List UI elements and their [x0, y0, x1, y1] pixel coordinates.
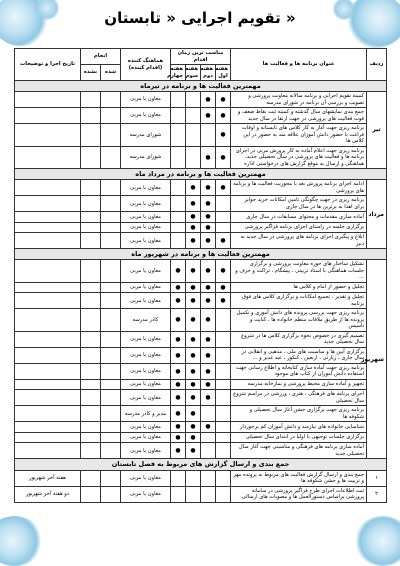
- header-week-4: هفته چهارم: [171, 65, 186, 81]
- done-yes-cell: [101, 443, 121, 459]
- week-3-mark: [186, 124, 201, 147]
- week-3-mark: ●: [186, 363, 201, 379]
- date-notes-cell: [15, 309, 81, 332]
- section-title: جمع بندی و ارسال گزارش های مربوط به فصل تابستان: [15, 459, 387, 470]
- done-no-cell: [81, 443, 101, 459]
- week-3-mark: ●: [186, 282, 201, 293]
- table-row: [15, 379, 387, 390]
- week-1-mark: [216, 196, 231, 212]
- week-1-mark: [216, 443, 231, 459]
- done-no-cell: [81, 432, 101, 443]
- activity-text: شناسایی خانواده های نیازمند و دانش آموزان کم برخوردار: [231, 422, 367, 433]
- done-yes-cell: [101, 92, 121, 108]
- done-no-cell: [81, 180, 101, 196]
- coordinator: معاون یا مربی: [121, 390, 171, 406]
- date-notes-cell: [15, 124, 81, 147]
- done-no-cell: [81, 233, 101, 249]
- week-2-mark: ●: [201, 92, 216, 108]
- coordinator: معاون یا مربی: [121, 293, 171, 309]
- date-notes-cell: [15, 443, 81, 459]
- done-yes-cell: [101, 124, 121, 147]
- week-2-mark: [201, 124, 216, 147]
- week-2-mark: ●: [201, 196, 216, 212]
- header-coordinator: هماهنگ کننده (اقدام کننده): [121, 49, 171, 81]
- table-row: [15, 282, 387, 293]
- header-week-1: هفته اول: [216, 65, 231, 81]
- flower-decoration-bottom-right: [354, 516, 400, 566]
- week-1-mark: [216, 222, 231, 233]
- activity-text: آماده سازی برنامه های فرهنگی و مناسبتی جهت آغاز سال تحصیلی جدید: [231, 443, 367, 459]
- activity-text: جمع بندی نمایشهای سال گذشته و کمیته ثبت نقاط ضعف و قوت فعالیت های پرورشی در جهت ارتقا در سال جدید: [231, 108, 367, 124]
- week-3-mark: ●: [186, 222, 201, 233]
- coordinator: معاون یا مربی: [121, 331, 171, 347]
- week-2-mark: ●: [201, 222, 216, 233]
- done-no-cell: [81, 309, 101, 332]
- coordinator: معاون یا مربی: [121, 233, 171, 249]
- activity-text: برنامه ریزی در جهت چگونگی تامین امکانات خرید جوایز برای اهدا به برترین ها در سال جاری: [231, 196, 367, 212]
- done-yes-cell: [101, 282, 121, 293]
- week-4-mark: [171, 470, 186, 486]
- done-yes-cell: [101, 146, 121, 169]
- week-1-mark: ●: [216, 108, 231, 124]
- table-row: [15, 196, 387, 212]
- header-week-3: هفته سوم: [186, 65, 201, 81]
- done-yes-cell: [101, 180, 121, 196]
- week-3-mark: ●: [186, 422, 201, 433]
- done-yes-cell: [101, 390, 121, 406]
- week-3-mark: [186, 486, 201, 502]
- week-2-mark: ●: [201, 363, 216, 379]
- week-1-mark: [216, 309, 231, 332]
- week-4-mark: ●: [171, 309, 186, 332]
- done-no-cell: [81, 196, 101, 212]
- week-1-mark: [216, 347, 231, 363]
- page-title: تقویم اجرایی « تابستان »: [104, 9, 296, 27]
- week-3-mark: [186, 92, 201, 108]
- date-notes-cell: [15, 108, 81, 124]
- done-yes-cell: [101, 309, 121, 332]
- activity-text: اجرای برنامه های فرهنگی ، هنری ، ورزشی در مراسم شروع سال تحصیلی: [231, 390, 367, 406]
- week-3-mark: ●: [186, 443, 201, 459]
- flower-decoration-bottom-left: [0, 516, 44, 566]
- table-row: [15, 331, 387, 347]
- coordinator: معاون یا مربی: [121, 180, 171, 196]
- week-3-mark: ●: [186, 390, 201, 406]
- week-1-mark: ●: [216, 282, 231, 293]
- date-notes-cell: [15, 146, 81, 169]
- week-3-mark: ●: [186, 309, 201, 332]
- week-2-mark: ●: [201, 379, 216, 390]
- table-row: [15, 363, 387, 379]
- activity-text: ابلاغ و پیگیری اجرای برنامه های پرورشی در سال جدید به دبیر: [231, 233, 367, 249]
- week-4-mark: [171, 124, 186, 147]
- coordinator: معاون یا مربی: [121, 222, 171, 233]
- date-notes-cell: هفته آخر شهریور: [15, 470, 81, 486]
- done-yes-cell: [101, 347, 121, 363]
- activity-text: برنامه ریزی جهت آغاز به کار کلاس های تابستانه و اوقات فراغت با حضور دانش آموزان علاقه مند به حضور در این کلاس ها: [231, 124, 367, 147]
- done-no-cell: [81, 212, 101, 223]
- week-3-mark: ●: [186, 432, 201, 443]
- week-2-mark: ●: [201, 422, 216, 433]
- week-1-mark: ●: [216, 180, 231, 196]
- coordinator: معاون یا مربی: [121, 108, 171, 124]
- done-yes-cell: [101, 331, 121, 347]
- done-no-cell: [81, 422, 101, 433]
- date-notes-cell: [15, 363, 81, 379]
- week-1-mark: [216, 406, 231, 422]
- week-4-mark: ●: [171, 347, 186, 363]
- table-row: [15, 146, 387, 169]
- done-no-cell: [81, 92, 101, 108]
- done-no-cell: [81, 260, 101, 283]
- done-no-cell: [81, 124, 101, 147]
- month-label: تیر: [367, 92, 387, 169]
- week-2-mark: ●: [201, 390, 216, 406]
- activity-text: تشکیل ساختار های حوزه معاونت پرورشی و برگزاری جلسات هماهنگی با استاد تربیتی ، پیشگام ، تراکت و حرف و ...: [231, 260, 367, 283]
- week-1-mark: [216, 212, 231, 223]
- date-notes-cell: دو هفته آخر شهریور: [15, 486, 81, 502]
- coordinator: شورای مدرسه: [121, 124, 171, 147]
- week-2-mark: [201, 443, 216, 459]
- coordinator: معاون یا مربی: [121, 260, 171, 283]
- section-title: مهمترین فعالیت ها و برنامه در مرداد ماه: [15, 169, 387, 180]
- week-1-mark: ●: [216, 260, 231, 283]
- week-2-mark: [201, 406, 216, 422]
- done-yes-cell: [101, 222, 121, 233]
- done-no-cell: [81, 282, 101, 293]
- activity-text: تصمیم گیری در خصوص نحوه برگزاری کلاس ها در شروع سال تحصیلی جدید: [231, 331, 367, 347]
- date-notes-cell: [15, 331, 81, 347]
- week-2-mark: ●: [201, 260, 216, 283]
- activity-text: برگزاری جلسات توجیهی با اولیا در ابتدای سال تحصیلی: [231, 432, 367, 443]
- done-yes-cell: [101, 432, 121, 443]
- week-4-mark: ●: [171, 443, 186, 459]
- done-yes-cell: [101, 379, 121, 390]
- table-row: [15, 233, 387, 249]
- week-3-mark: [186, 108, 201, 124]
- activity-text: تجلیل و تقدیر ، تجمیع امکانات و برگزاری کلاس های فوق برنامه: [231, 293, 367, 309]
- table-row: [15, 212, 387, 223]
- table-row: [15, 222, 387, 233]
- activity-text: برنامه ریزی جهت برگزاری جشن آغاز سال تحصیلی و شکوفه ها: [231, 406, 367, 422]
- done-yes-cell: [101, 406, 121, 422]
- date-notes-cell: [15, 432, 81, 443]
- header-date-notes: تاریخ اجرا و توضیحات: [15, 49, 81, 81]
- week-1-mark: [216, 363, 231, 379]
- done-yes-cell: [101, 212, 121, 223]
- week-3-mark: ●: [186, 347, 201, 363]
- date-notes-cell: [15, 379, 81, 390]
- done-yes-cell: [101, 233, 121, 249]
- week-2-mark: ●: [201, 331, 216, 347]
- activity-text: برگزاری آیین ها و مناسبت های ملی ، مذهبی و انقلابی در سال جاری ، زیارتی ، اربعین ، کنکور ، عید غدیر و ...: [231, 347, 367, 363]
- date-notes-cell: [15, 233, 81, 249]
- done-yes-cell: [101, 260, 121, 283]
- done-yes-cell: [101, 293, 121, 309]
- done-no-cell: [81, 486, 101, 502]
- done-yes-cell: [101, 486, 121, 502]
- week-2-mark: ●: [201, 212, 216, 223]
- week-3-mark: ●: [186, 293, 201, 309]
- table-row: [15, 260, 387, 283]
- week-2-mark: [201, 486, 216, 502]
- week-4-mark: [171, 180, 186, 196]
- coordinator: معاون یا مربی: [121, 470, 171, 486]
- done-yes-cell: [101, 363, 121, 379]
- coordinator: معاون یا مربی: [121, 347, 171, 363]
- table-row: [15, 443, 387, 459]
- header-done: انجام: [81, 49, 121, 65]
- table-row: [15, 347, 387, 363]
- activity-text: تجهیز و آماده سازی محیط پرورشی و نمازخانه مدرسه: [231, 379, 367, 390]
- date-notes-cell: [15, 222, 81, 233]
- activity-text: برگزاری جلسه در راستای اجرای برنامه فراگیر پرورشی: [231, 222, 367, 233]
- table-row: [15, 422, 387, 433]
- week-4-mark: ●: [171, 379, 186, 390]
- week-4-mark: ●: [171, 260, 186, 283]
- date-notes-cell: [15, 390, 81, 406]
- week-3-mark: ●: [186, 180, 201, 196]
- done-yes-cell: [101, 196, 121, 212]
- title-area: [0, 8, 400, 27]
- week-1-mark: ●: [216, 293, 231, 309]
- activity-text: کمیته تقویم اجرایی و برنامه سالانه معاونت پرورشی و تصویب و بررسی آن برنامه در شورای مدرسه: [231, 92, 367, 108]
- header-done-yes: شده: [101, 65, 121, 81]
- date-notes-cell: [15, 282, 81, 293]
- coordinator: معاون یا مربی: [121, 422, 171, 433]
- week-3-mark: ●: [186, 233, 201, 249]
- coordinator: مدیر و کادر مدرسه: [121, 406, 171, 422]
- week-3-mark: ●: [186, 406, 201, 422]
- activity-text: ثبت اطلاعات اجرای طرح فراگیر پرورشی در سامانه پرورشی براساس دستورالعمل ها و مصوبات های ارسالی: [231, 486, 367, 502]
- week-1-mark: [216, 470, 231, 486]
- week-4-mark: ●: [171, 390, 186, 406]
- week-2-mark: ●: [201, 180, 216, 196]
- week-3-mark: ●: [186, 212, 201, 223]
- week-1-mark: [216, 486, 231, 502]
- week-4-mark: [171, 196, 186, 212]
- week-3-mark: [186, 470, 201, 486]
- week-4-mark: ●: [171, 406, 186, 422]
- week-1-mark: ●: [216, 146, 231, 169]
- week-2-mark: ●: [201, 293, 216, 309]
- week-4-mark: [171, 212, 186, 223]
- week-1-mark: ●: [216, 124, 231, 147]
- activity-text: برنامه ریزی جهت اعلام آماده به کار پرورش مربی در اجرای برنامه ها و فعالیت های پرورشی در سال تحصیلی جدید، هماهنگی و ارسال به موقع گزارش های درخواستی اداره: [231, 146, 367, 169]
- header-timing: مناسب ترین زمان اقدام: [171, 49, 231, 65]
- week-4-mark: ●: [171, 363, 186, 379]
- coordinator: کادر مدرسه: [121, 309, 171, 332]
- date-notes-cell: [15, 196, 81, 212]
- week-1-mark: [216, 379, 231, 390]
- done-yes-cell: [101, 422, 121, 433]
- coordinator: معاون یا مربی: [121, 443, 171, 459]
- month-label: شهریور: [367, 260, 387, 459]
- coordinator: معاون یا مربی: [121, 196, 171, 212]
- done-no-cell: [81, 406, 101, 422]
- header-row-number: ردیف: [367, 49, 387, 81]
- week-4-mark: [171, 146, 186, 169]
- week-3-mark: [186, 146, 201, 169]
- week-1-mark: ●: [216, 92, 231, 108]
- done-no-cell: [81, 379, 101, 390]
- week-3-mark: ●: [186, 260, 201, 283]
- table-row: [15, 309, 387, 332]
- done-no-cell: [81, 347, 101, 363]
- section-header-row: [15, 459, 387, 470]
- week-1-mark: [216, 422, 231, 433]
- week-4-mark: [171, 233, 186, 249]
- section-header-row: [15, 249, 387, 260]
- done-no-cell: [81, 146, 101, 169]
- date-notes-cell: [15, 180, 81, 196]
- week-4-mark: ●: [171, 293, 186, 309]
- month-label: مرداد: [367, 180, 387, 249]
- done-no-cell: [81, 108, 101, 124]
- week-3-mark: ●: [186, 331, 201, 347]
- table-row: [15, 293, 387, 309]
- done-yes-cell: [101, 108, 121, 124]
- table-row: [15, 180, 387, 196]
- table-row: [15, 390, 387, 406]
- activity-text: تجلیل و حضور از امام و کلاس ها: [231, 282, 367, 293]
- coordinator: معاون یا مربی: [121, 432, 171, 443]
- coordinator: معاون یا مربی: [121, 486, 171, 502]
- header-activity: عنوان برنامه ها و فعالیت ها: [231, 49, 367, 81]
- section-header-row: [15, 169, 387, 180]
- week-3-mark: ●: [186, 379, 201, 390]
- week-1-mark: [216, 331, 231, 347]
- section-header-row: [15, 81, 387, 92]
- table-row: [15, 92, 387, 108]
- section-title: مهمترین فعالیت ها و برنامه در شهریور ماه: [15, 249, 387, 260]
- done-no-cell: [81, 390, 101, 406]
- week-1-mark: [216, 390, 231, 406]
- week-4-mark: [171, 222, 186, 233]
- week-2-mark: ●: [201, 309, 216, 332]
- week-3-mark: ●: [186, 196, 201, 212]
- table-row: [15, 486, 387, 502]
- date-notes-cell: [15, 347, 81, 363]
- schedule-table: [14, 48, 387, 503]
- week-4-mark: ●: [171, 282, 186, 293]
- date-notes-cell: [15, 422, 81, 433]
- week-4-mark: [171, 92, 186, 108]
- table-row: [15, 108, 387, 124]
- activity-text: ادامه اجرای برنامه پرورش بعد با محوریت فعالیت ها و برنامه های پرورشی: [231, 180, 367, 196]
- date-notes-cell: [15, 293, 81, 309]
- table-row: [15, 124, 387, 147]
- date-notes-cell: [15, 212, 81, 223]
- date-notes-cell: [15, 406, 81, 422]
- table-row: [15, 470, 387, 486]
- row-number: ۱: [367, 470, 387, 486]
- week-2-mark: [201, 470, 216, 486]
- week-4-mark: ●: [171, 432, 186, 443]
- week-4-mark: [171, 108, 186, 124]
- coordinator: معاون یا مربی: [121, 379, 171, 390]
- coordinator: معاون یا مربی: [121, 282, 171, 293]
- section-title: مهمترین فعالیت ها و برنامه در تیرماه: [15, 81, 387, 92]
- activity-text: برنامه ریزی جهت آماده سازی کتابخانه و اطلاع رسانی جهت استفاده دانش آموزان از کتاب های موجود: [231, 363, 367, 379]
- row-number: ۲: [367, 486, 387, 502]
- table-row: [15, 432, 387, 443]
- week-1-mark: [216, 432, 231, 443]
- coordinator: معاون یا مربی: [121, 212, 171, 223]
- done-no-cell: [81, 293, 101, 309]
- week-4-mark: ●: [171, 422, 186, 433]
- done-no-cell: [81, 222, 101, 233]
- week-2-mark: ●: [201, 146, 216, 169]
- activity-text: جمع بندی و ارسال گزارش فعالیت های مربوط به پرونده مهر و تربیت ها و جشن شکوفه ها: [231, 470, 367, 486]
- week-2-mark: [201, 432, 216, 443]
- done-no-cell: [81, 363, 101, 379]
- date-notes-cell: [15, 92, 81, 108]
- week-2-mark: ●: [201, 233, 216, 249]
- table-header: [15, 49, 387, 81]
- week-2-mark: ●: [201, 282, 216, 293]
- activity-text: برنامه ریزی جهت بررسی پرونده های دانش آموزی و تکمیل پرونده ها از طریق ملاقات منظم خانواده ها ، کتابت و تاسیس: [231, 309, 367, 332]
- coordinator: معاون یا مربی: [121, 92, 171, 108]
- coordinator: معاون یا مربی: [121, 363, 171, 379]
- week-4-mark: [171, 486, 186, 502]
- done-no-cell: [81, 470, 101, 486]
- week-4-mark: ●: [171, 331, 186, 347]
- table-body: [15, 81, 387, 503]
- coordinator: شورای مدرسه: [121, 146, 171, 169]
- week-1-mark: ●: [216, 233, 231, 249]
- week-2-mark: ●: [201, 347, 216, 363]
- date-notes-cell: [15, 260, 81, 283]
- header-week-2: هفته دوم: [201, 65, 216, 81]
- header-done-no: نشده: [81, 65, 101, 81]
- activity-text: آماده سازی مقدمات و محتوای مسابقات در سال جاری: [231, 212, 367, 223]
- done-yes-cell: [101, 470, 121, 486]
- table-row: [15, 406, 387, 422]
- done-no-cell: [81, 331, 101, 347]
- week-2-mark: ●: [201, 108, 216, 124]
